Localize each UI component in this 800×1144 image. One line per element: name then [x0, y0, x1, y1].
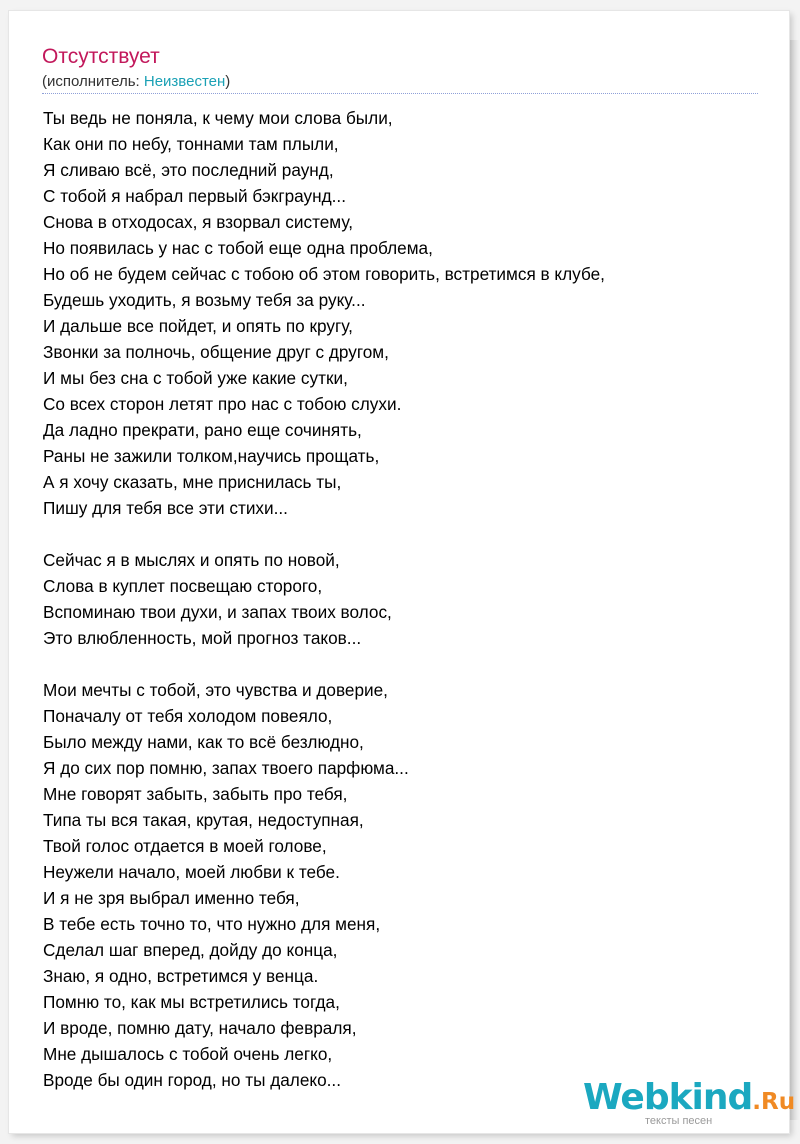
- site-logo[interactable]: [583, 1076, 796, 1128]
- lyrics-body: [43, 105, 763, 1093]
- lyric-line: Будешь уходить, я возьму тебя за руку...: [43, 290, 366, 310]
- lyric-line: Поначалу от тебя холодом повеяло,: [43, 706, 333, 726]
- logo-name: Webkind: [583, 1077, 753, 1118]
- artist-prefix: (исполнитель:: [42, 73, 144, 90]
- lyric-line: С тобой я набрал первый бэкграунд...: [43, 186, 346, 206]
- logo-tld: .Ru: [752, 1089, 796, 1115]
- lyric-line: И вроде, помню дату, начало февраля,: [43, 1018, 357, 1038]
- lyric-line: Пишу для тебя все эти стихи...: [43, 498, 288, 518]
- lyric-line: А я хочу сказать, мне приснилась ты,: [43, 472, 342, 492]
- lyric-line: Мне дышалось с тобой очень легко,: [43, 1044, 333, 1064]
- lyric-line: Сейчас я в мыслях и опять по новой,: [43, 550, 340, 570]
- lyric-line: Да ладно прекрати, рано еще сочинять,: [43, 420, 362, 440]
- song-title: Отсутствует: [42, 45, 160, 68]
- logo-tagline: тексты песен: [645, 1115, 713, 1127]
- lyric-line: И дальше все пойдет, и опять по кругу,: [43, 316, 353, 336]
- lyric-line: Знаю, я одно, встретимся у венца.: [43, 966, 319, 986]
- title-divider: [42, 93, 758, 94]
- artist-link[interactable]: Неизвестен: [143, 73, 226, 90]
- lyric-line: Со всех сторон летят про нас с тобою слухи.: [43, 394, 402, 414]
- lyric-line: Сделал шаг вперед, дойду до конца,: [43, 940, 338, 960]
- stanza-3: [43, 677, 763, 1093]
- lyric-line: Но об не будем сейчас с тобою об этом говорить, встретимся в клубе,: [43, 264, 605, 284]
- stanza-gap: [43, 651, 763, 677]
- lyric-line: Но появилась у нас с тобой еще одна проблема,: [43, 238, 433, 258]
- lyric-line: Ты ведь не поняла, к чему мои слова были,: [43, 108, 393, 128]
- stanza-1: [43, 105, 763, 521]
- lyric-line: Вроде бы один город, но ты далеко...: [43, 1070, 341, 1090]
- stanza-gap: [43, 521, 763, 547]
- lyric-line: Я до сих пор помню, запах твоего парфюма...: [43, 758, 409, 778]
- lyric-line: Вспоминаю твои духи, и запах твоих волос,: [43, 602, 392, 622]
- lyric-line: И я не зря выбрал именно тебя,: [43, 888, 300, 908]
- lyric-line: Твой голос отдается в моей голове,: [43, 836, 327, 856]
- lyric-line: Раны не зажили толком,научись прощать,: [43, 446, 380, 466]
- lyric-line: В тебе есть точно то, что нужно для меня,: [43, 914, 381, 934]
- lyric-line: Неужели начало, моей любви к тебе.: [43, 862, 340, 882]
- lyric-line: И мы без сна с тобой уже какие сутки,: [43, 368, 348, 388]
- lyric-line: Мне говорят забыть, забыть про тебя,: [43, 784, 348, 804]
- artist-suffix: ): [225, 73, 231, 90]
- artist-line: [42, 72, 230, 92]
- lyric-line: Как они по небу, тоннами там плыли,: [43, 134, 339, 154]
- lyric-line: Было между нами, как то всё безлюдно,: [43, 732, 364, 752]
- lyric-line: Слова в куплет посвещаю сторого,: [43, 576, 323, 596]
- lyric-line: Мои мечты с тобой, это чувства и доверие,: [43, 680, 388, 700]
- stanza-2: [43, 547, 763, 651]
- lyric-line: Это влюбленность, мой прогноз таков...: [43, 628, 362, 648]
- lyric-line: Типа ты вся такая, крутая, недоступная,: [43, 810, 364, 830]
- lyric-line: Снова в отходосах, я взорвал систему,: [43, 212, 353, 232]
- lyric-line: Помню то, как мы встретились тогда,: [43, 992, 340, 1012]
- lyric-line: Звонки за полночь, общение друг с другом,: [43, 342, 389, 362]
- lyric-line: Я сливаю всё, это последний раунд,: [43, 160, 334, 180]
- page-edge-shadow: [789, 40, 800, 1120]
